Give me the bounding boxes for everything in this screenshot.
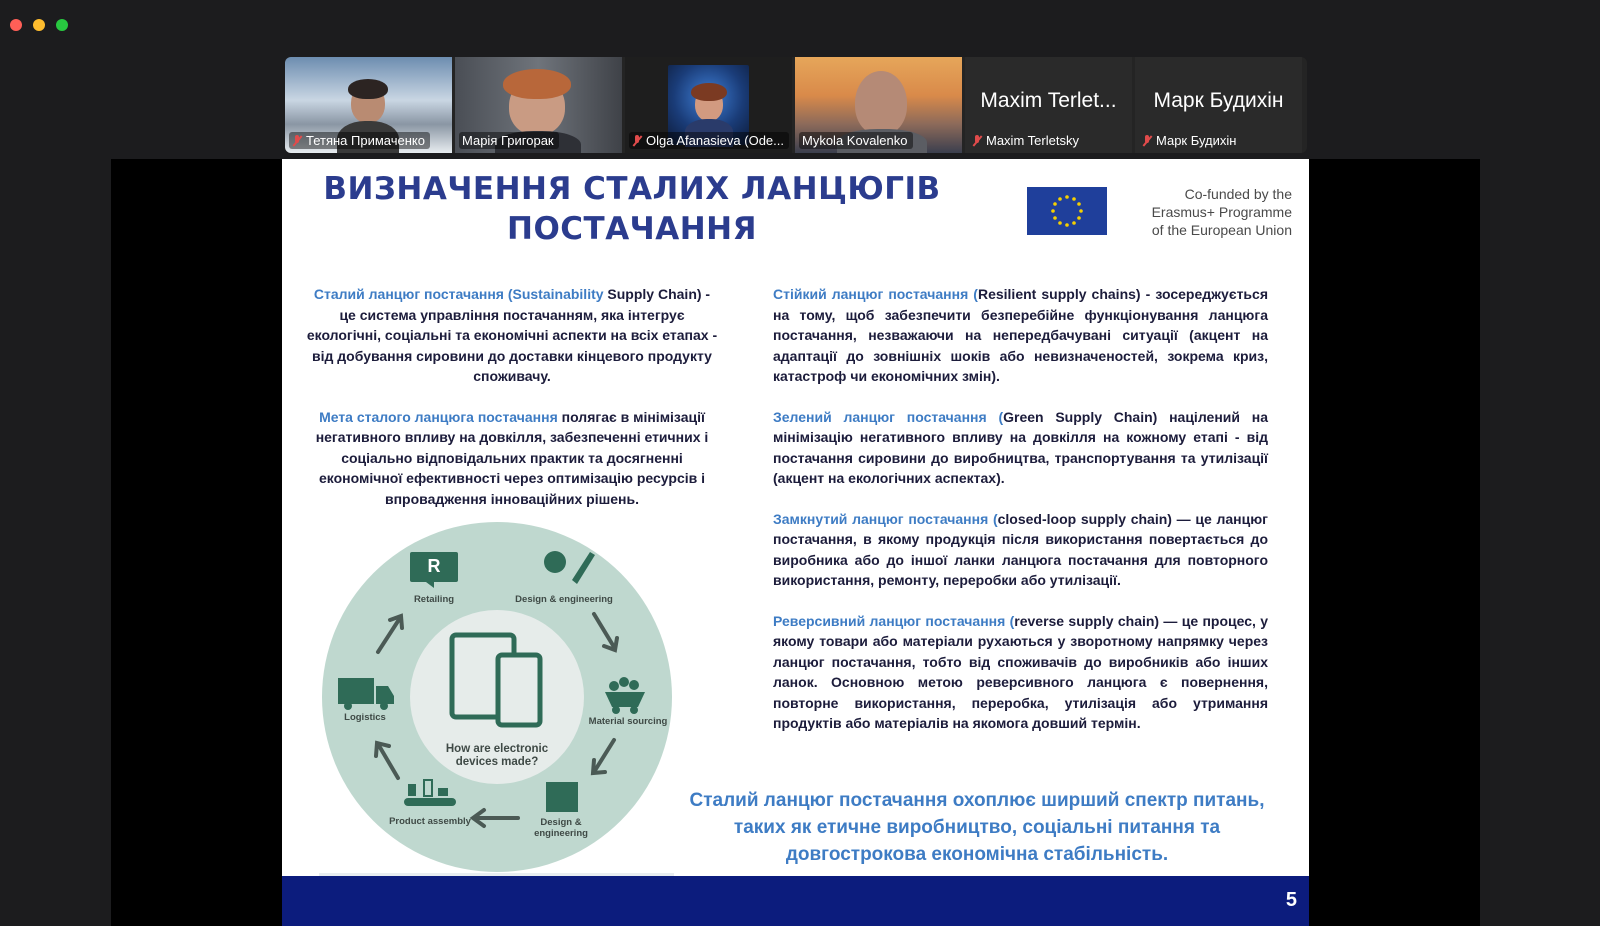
term-definition: Resilient supply chains) - зосереджується на тому, щоб забезпечити безперебійне функціонування ланцюга постачання, незважаючи на непередбачувані ситуації (акцент на адаптації до зовнішніх шоків або невизначеностей, зокрема криз, катастроф чи економічних змін).	[773, 286, 1268, 384]
participant-name: Марія Григорак	[462, 133, 554, 148]
step-label-logistics: Logistics	[344, 712, 386, 723]
presentation-slide	[282, 159, 1309, 926]
eu-text-line: of the European Union	[1151, 222, 1292, 238]
diagram-center-label: How are electronic devices made?	[445, 743, 549, 768]
screen-share-area[interactable]	[111, 159, 1480, 926]
participant-name-tag	[799, 132, 913, 149]
participant-name-tag	[459, 132, 559, 149]
mic-muted-icon	[292, 135, 302, 147]
eu-text-line: Co-funded by the	[1184, 186, 1292, 202]
participant-tile-active-speaker[interactable]	[455, 57, 622, 153]
participant-tile[interactable]	[625, 57, 792, 153]
slide-title	[322, 169, 942, 249]
devices-icon	[452, 635, 540, 725]
participant-name: Olga Afanasieva (Ode...	[645, 133, 784, 148]
term-highlight: Реверсивний ланцюг постачання (	[773, 612, 1015, 629]
term-definition: closed-loop supply chain) — це ланцюг постачання, в якому продукція після використання повертається до виробника або до іншої ланки ланцюга постачання для повторного використання, ремонту, переробки або утилізації.	[773, 510, 1268, 588]
term-highlight: Зелений ланцюг постачання (	[773, 408, 1004, 425]
minimize-window-button[interactable]	[33, 19, 45, 31]
diagram-graphics	[322, 522, 672, 872]
participant-name: Тетяна Примаченко	[306, 133, 425, 148]
assembly-line-icon	[404, 798, 456, 806]
participant-name-tag	[1139, 132, 1241, 149]
step-label-material-sourcing: Material sourcing	[588, 716, 668, 727]
participant-strip	[285, 57, 1307, 153]
term-highlight: Сталий ланцюг постачання (Sustainability	[313, 286, 604, 302]
close-window-button[interactable]	[10, 19, 22, 31]
term-definition: reverse supply chain) — це процес, у якому товари або матеріали рухаються у зворотному напрямку через ланцюг постачання, тобто від споживачів до виробників або інших ланок. Основною метою реверсивного ланцюга є повернення, повторне використання, переробка, утилізація або утримання продуктів або матеріалів на якомога довший термін.	[773, 612, 1268, 731]
participant-tile-no-video[interactable]	[965, 57, 1132, 153]
step-label-retailing: Retailing	[413, 594, 455, 605]
slide-page-number: 5	[1285, 889, 1297, 911]
participant-name: Mykola Kovalenko	[802, 133, 908, 148]
step-label-design: Design & engineering	[515, 594, 613, 605]
eu-text-line: Erasmus+ Programme	[1151, 204, 1292, 220]
right-column-text	[773, 284, 1268, 754]
step-label-design-engineering: Design & engineering	[534, 817, 588, 839]
participant-hair	[348, 79, 388, 99]
participant-name-tag	[969, 132, 1084, 149]
term-definition: Supply Chain) - це система управління постачанням, яка інтегрує екологічні, соціальні та економічні аспекти на всіх етапах - від добування сировини до доставки кінцевого продукту споживачу.	[306, 286, 718, 384]
participant-name: Maxim Terletsky	[986, 133, 1079, 148]
participant-tile-no-video[interactable]	[1135, 57, 1302, 153]
participant-name-tag	[629, 132, 789, 149]
slide-title-line: ПОСТАЧАННЯ	[507, 211, 757, 247]
participant-tile[interactable]	[795, 57, 962, 153]
eu-cofunded-text	[1117, 185, 1292, 239]
green-paragraph	[773, 407, 1268, 489]
maximize-window-button[interactable]	[56, 19, 68, 31]
participant-hair	[503, 69, 571, 99]
left-column-text	[306, 284, 718, 529]
resilient-paragraph	[773, 284, 1268, 387]
gear-icon	[544, 551, 566, 573]
term-highlight: Стійкий ланцюг постачання (	[773, 286, 978, 302]
term-highlight: Мета сталого ланцюга постачання	[319, 408, 558, 425]
goal-paragraph	[306, 407, 718, 510]
step-label-product-assembly: Product assembly	[389, 816, 471, 827]
term-definition: полягає в мінімізації негативного впливу на довкілля, забезпеченні етичних і соціально відповідальних практик та досягненні економічної ефективності через оптимізацію ресурсів і впровадження інноваційних рішень.	[315, 408, 709, 507]
participant-tile[interactable]	[285, 57, 452, 153]
participant-face	[855, 71, 907, 135]
reverse-paragraph	[773, 611, 1268, 734]
participant-name-tag	[289, 132, 430, 149]
truck-icon	[338, 678, 374, 704]
mic-muted-icon	[1142, 135, 1152, 147]
chip-icon	[546, 782, 578, 812]
participant-name: Марк Будихін	[1156, 133, 1237, 148]
eu-flag-icon	[1027, 187, 1107, 235]
mining-cart-icon	[605, 692, 645, 707]
term-highlight: Замкнутий ланцюг постачання (	[773, 510, 998, 527]
slide-title-line: ВИЗНАЧЕННЯ СТАЛИХ ЛАНЦЮГІВ	[323, 171, 941, 207]
mic-muted-icon	[632, 135, 642, 147]
mic-muted-icon	[972, 135, 982, 147]
summary-text: Сталий ланцюг постачання охоплює ширший спектр питань, таких як етичне виробництво, соціальні питання та довгострокова економічна стабільність.	[689, 790, 1265, 865]
closed-loop-paragraph	[773, 509, 1268, 591]
participant-display-name: Maxim Terlet...	[980, 89, 1117, 112]
slide-footer-bar	[282, 876, 1309, 926]
term-definition: Green Supply Chain) націлений на мінімізацію негативного впливу на довкілля на кожному етапі - від постачання сировини до виробництва, транспортування та утилізації (акцент на екологічних аспектах).	[773, 408, 1268, 486]
participant-hair	[691, 83, 727, 101]
retail-letter: R	[427, 556, 441, 576]
definition-paragraph	[306, 284, 718, 387]
supply-chain-cycle-diagram	[322, 522, 672, 872]
participant-display-name: Марк Будихін	[1153, 89, 1284, 112]
